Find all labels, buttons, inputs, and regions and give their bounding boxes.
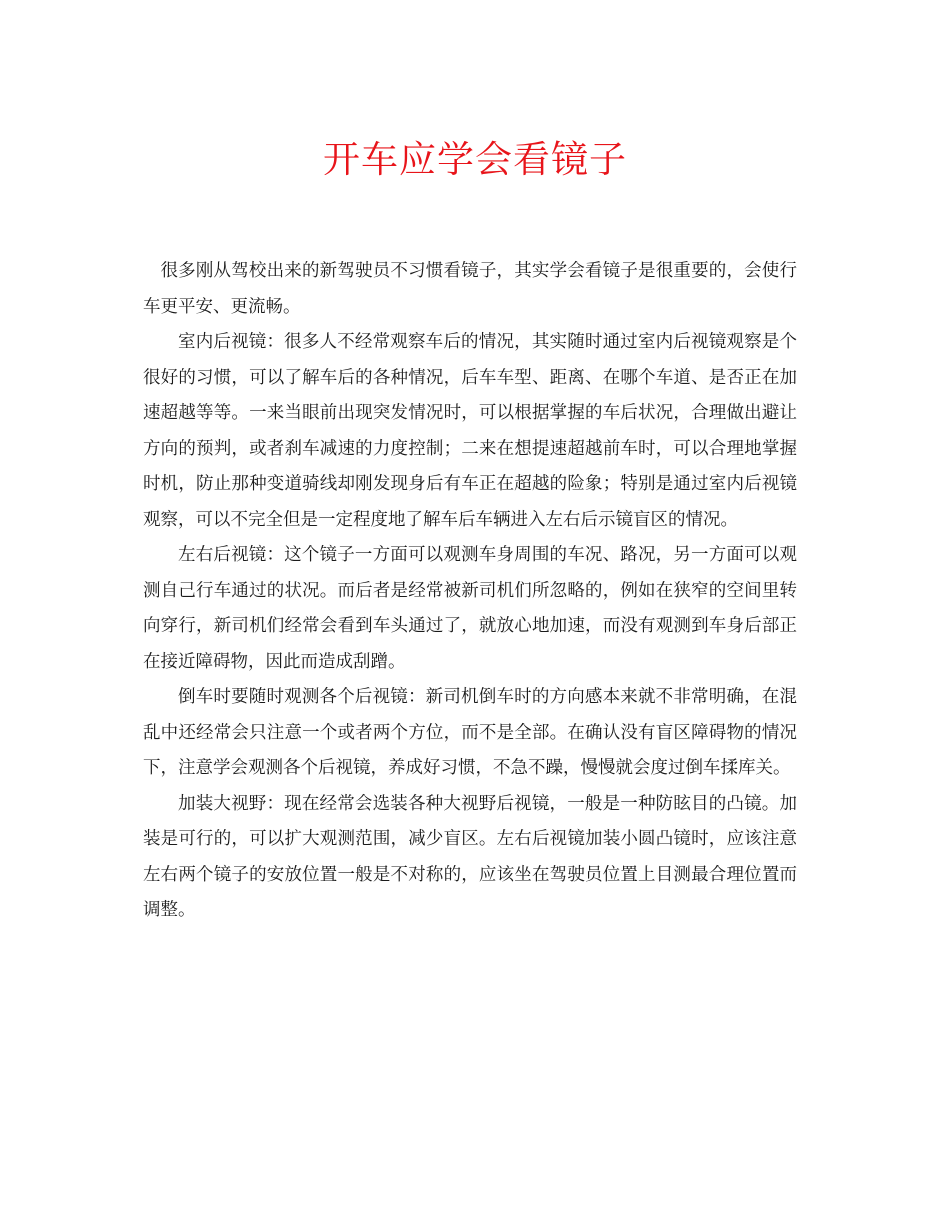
- paragraph-side-mirrors: 左右后视镜：这个镜子一方面可以观测车身周围的车况、路况，另一方面可以观测自己行车通过的状况。而后者是经常被新司机们所忽略的，例如在狭窄的空间里转向穿行，新司机们经常会看到车头通过了，就放心地加速，而没有观测到车身后部正在接近障碍物，因此而造成刮蹭。: [143, 545, 797, 672]
- paragraph-wide-view-mirror: 加装大视野：现在经常会选装各种大视野后视镜，一般是一种防眩目的凸镜。加装是可行的，可以扩大观测范围，减少盲区。左右后视镜加装小圆凸镜时，应该注意左右两个镜子的安放位置一般是不对称的，应该坐在驾驶员位置上目测最合理位置而调整。: [143, 793, 797, 920]
- document-body: [143, 254, 797, 929]
- paragraph-intro: 很多刚从驾校出来的新驾驶员不习惯看镜子，其实学会看镜子是很重要的，会使行车更平安、更流畅。: [143, 261, 797, 317]
- paragraph-interior-mirror: 室内后视镜：很多人不经常观察车后的情况，其实随时通过室内后视镜观察是个很好的习惯，可以了解车后的各种情况，后车车型、距离、在哪个车道、是否正在加速超越等等。一来当眼前出现突发情况时，可以根据掌握的车后状况，合理做出避让方向的预判，或者刹车减速的力度控制；二来在想提速超越前车时，可以合理地掌握时机，防止那种变道骑线却刚发现身后有车正在超越的险象；特别是通过室内后视镜观察，可以不完全但是一定程度地了解车后车辆进入左右后示镜盲区的情况。: [143, 332, 797, 530]
- paragraph-reversing: 倒车时要随时观测各个后视镜：新司机倒车时的方向感本来就不非常明确，在混乱中还经常会只注意一个或者两个方位，而不是全部。在确认没有盲区障碍物的情况下，注意学会观测各个后视镜，养成好习惯，不急不躁，慢慢就会度过倒车揉库关。: [143, 687, 797, 778]
- document-title: 开车应学会看镜子: [323, 138, 627, 181]
